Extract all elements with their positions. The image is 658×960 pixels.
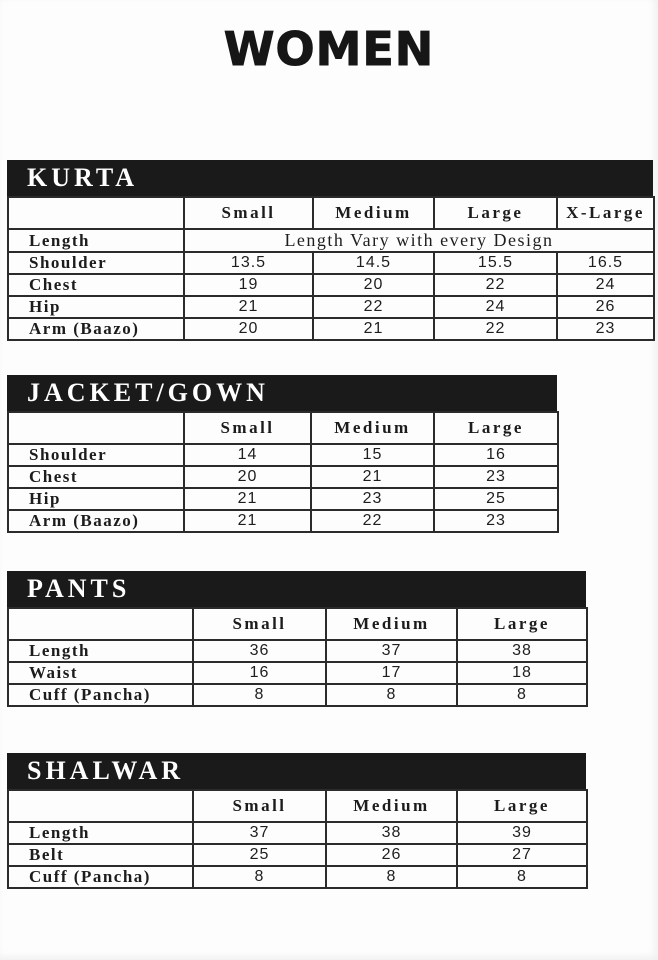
size-value: 38 bbox=[457, 640, 587, 662]
shalwar-corner-cell bbox=[8, 790, 193, 822]
size-value: 20 bbox=[184, 318, 313, 340]
size-value: 25 bbox=[434, 488, 558, 510]
table-row bbox=[8, 866, 587, 888]
size-value: 38 bbox=[326, 822, 457, 844]
pants-section bbox=[7, 571, 586, 707]
size-value: 37 bbox=[193, 822, 326, 844]
size-value: 8 bbox=[326, 684, 457, 706]
size-value: 21 bbox=[184, 488, 311, 510]
table-row bbox=[8, 229, 654, 252]
size-value: 26 bbox=[326, 844, 457, 866]
kurta-length-note: Length Vary with every Design bbox=[184, 229, 654, 252]
kurta-row-label-arm: Arm (Baazo) bbox=[8, 318, 184, 340]
size-value: 25 bbox=[193, 844, 326, 866]
jacket-row-label-hip: Hip bbox=[8, 488, 184, 510]
pants-header-row bbox=[8, 608, 587, 640]
size-value: 20 bbox=[184, 466, 311, 488]
pants-row-label-length: Length bbox=[8, 640, 193, 662]
size-value: 8 bbox=[193, 866, 326, 888]
table-row bbox=[8, 466, 558, 488]
kurta-header-row bbox=[8, 197, 654, 229]
size-value: 16 bbox=[434, 444, 558, 466]
table-row bbox=[8, 444, 558, 466]
pants-row-label-waist: Waist bbox=[8, 662, 193, 684]
shalwar-col-large: Large bbox=[457, 790, 587, 822]
size-value: 8 bbox=[457, 684, 587, 706]
size-value: 14 bbox=[184, 444, 311, 466]
table-row bbox=[8, 640, 587, 662]
size-value: 39 bbox=[457, 822, 587, 844]
table-row bbox=[8, 844, 587, 866]
shalwar-section bbox=[7, 753, 586, 889]
table-row bbox=[8, 662, 587, 684]
shalwar-size-table bbox=[7, 789, 588, 889]
jacket-gown-section-title: JACKET/GOWN bbox=[7, 375, 557, 411]
shalwar-col-medium: Medium bbox=[326, 790, 457, 822]
size-value: 13.5 bbox=[184, 252, 313, 274]
size-value: 37 bbox=[326, 640, 457, 662]
jacket-col-medium: Medium bbox=[311, 412, 434, 444]
pants-corner-cell bbox=[8, 608, 193, 640]
table-row bbox=[8, 296, 654, 318]
size-value: 17 bbox=[326, 662, 457, 684]
size-value: 36 bbox=[193, 640, 326, 662]
kurta-row-label-length: Length bbox=[8, 229, 184, 252]
kurta-row-label-chest: Chest bbox=[8, 274, 184, 296]
table-row bbox=[8, 274, 654, 296]
size-value: 16.5 bbox=[557, 252, 654, 274]
table-row bbox=[8, 488, 558, 510]
size-value: 8 bbox=[193, 684, 326, 706]
size-value: 8 bbox=[457, 866, 587, 888]
size-value: 18 bbox=[457, 662, 587, 684]
page-title: WOMEN bbox=[223, 22, 435, 76]
size-value: 14.5 bbox=[313, 252, 434, 274]
kurta-section-title: KURTA bbox=[7, 160, 653, 196]
jacket-header-row bbox=[8, 412, 558, 444]
pants-col-medium: Medium bbox=[326, 608, 457, 640]
size-value: 23 bbox=[557, 318, 654, 340]
size-value: 21 bbox=[184, 510, 311, 532]
kurta-size-table bbox=[7, 196, 655, 341]
size-value: 22 bbox=[434, 274, 557, 296]
pants-row-label-cuff: Cuff (Pancha) bbox=[8, 684, 193, 706]
kurta-section bbox=[7, 160, 653, 341]
size-value: 20 bbox=[313, 274, 434, 296]
pants-col-large: Large bbox=[457, 608, 587, 640]
size-value: 21 bbox=[311, 466, 434, 488]
pants-size-table bbox=[7, 607, 588, 707]
size-value: 24 bbox=[557, 274, 654, 296]
shalwar-header-row bbox=[8, 790, 587, 822]
size-value: 26 bbox=[557, 296, 654, 318]
jacket-corner-cell bbox=[8, 412, 184, 444]
size-value: 23 bbox=[434, 466, 558, 488]
shalwar-col-small: Small bbox=[193, 790, 326, 822]
jacket-row-label-shoulder: Shoulder bbox=[8, 444, 184, 466]
size-value: 22 bbox=[434, 318, 557, 340]
size-value: 22 bbox=[313, 296, 434, 318]
size-value: 8 bbox=[326, 866, 457, 888]
kurta-row-label-shoulder: Shoulder bbox=[8, 252, 184, 274]
table-row bbox=[8, 318, 654, 340]
pants-section-title: PANTS bbox=[7, 571, 586, 607]
table-row bbox=[8, 822, 587, 844]
jacket-gown-section bbox=[7, 375, 557, 533]
size-value: 15 bbox=[311, 444, 434, 466]
size-value: 22 bbox=[311, 510, 434, 532]
table-row bbox=[8, 510, 558, 532]
jacket-col-large: Large bbox=[434, 412, 558, 444]
kurta-col-xlarge: X-Large bbox=[557, 197, 654, 229]
kurta-col-small: Small bbox=[184, 197, 313, 229]
size-value: 16 bbox=[193, 662, 326, 684]
shalwar-row-label-length: Length bbox=[8, 822, 193, 844]
size-value: 19 bbox=[184, 274, 313, 296]
size-value: 24 bbox=[434, 296, 557, 318]
size-value: 21 bbox=[313, 318, 434, 340]
shalwar-row-label-cuff: Cuff (Pancha) bbox=[8, 866, 193, 888]
jacket-gown-size-table bbox=[7, 411, 559, 533]
kurta-col-medium: Medium bbox=[313, 197, 434, 229]
size-value: 23 bbox=[311, 488, 434, 510]
table-row bbox=[8, 252, 654, 274]
kurta-corner-cell bbox=[8, 197, 184, 229]
shalwar-row-label-belt: Belt bbox=[8, 844, 193, 866]
kurta-col-large: Large bbox=[434, 197, 557, 229]
jacket-col-small: Small bbox=[184, 412, 311, 444]
kurta-row-label-hip: Hip bbox=[8, 296, 184, 318]
jacket-row-label-arm: Arm (Baazo) bbox=[8, 510, 184, 532]
size-value: 23 bbox=[434, 510, 558, 532]
pants-col-small: Small bbox=[193, 608, 326, 640]
size-value: 27 bbox=[457, 844, 587, 866]
shalwar-section-title: SHALWAR bbox=[7, 753, 586, 789]
table-row bbox=[8, 684, 587, 706]
size-value: 15.5 bbox=[434, 252, 557, 274]
size-value: 21 bbox=[184, 296, 313, 318]
jacket-row-label-chest: Chest bbox=[8, 466, 184, 488]
